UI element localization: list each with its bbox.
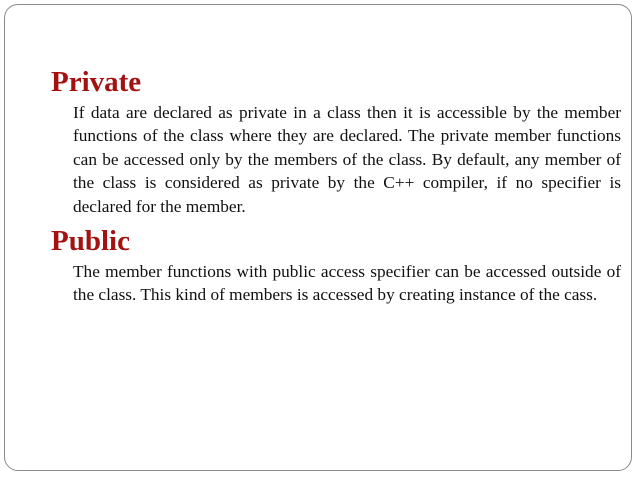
slide-content (51, 67, 621, 307)
slide (4, 4, 632, 471)
private-heading: Private (51, 66, 142, 98)
public-description: The member functions with public access specifier can be accessed outside of the class. This kind of members is accessed by creating instance of the cass. (73, 261, 621, 305)
public-heading: Public (51, 224, 130, 257)
private-description: If data are declared as private in a class then it is accessible by the member functions of the class where they are declared. The private member functions can be accessed only by the members of the class. By default, any member of the class is considered as private by the C++ compiler, if no specifier is declared for the member. (73, 102, 621, 216)
